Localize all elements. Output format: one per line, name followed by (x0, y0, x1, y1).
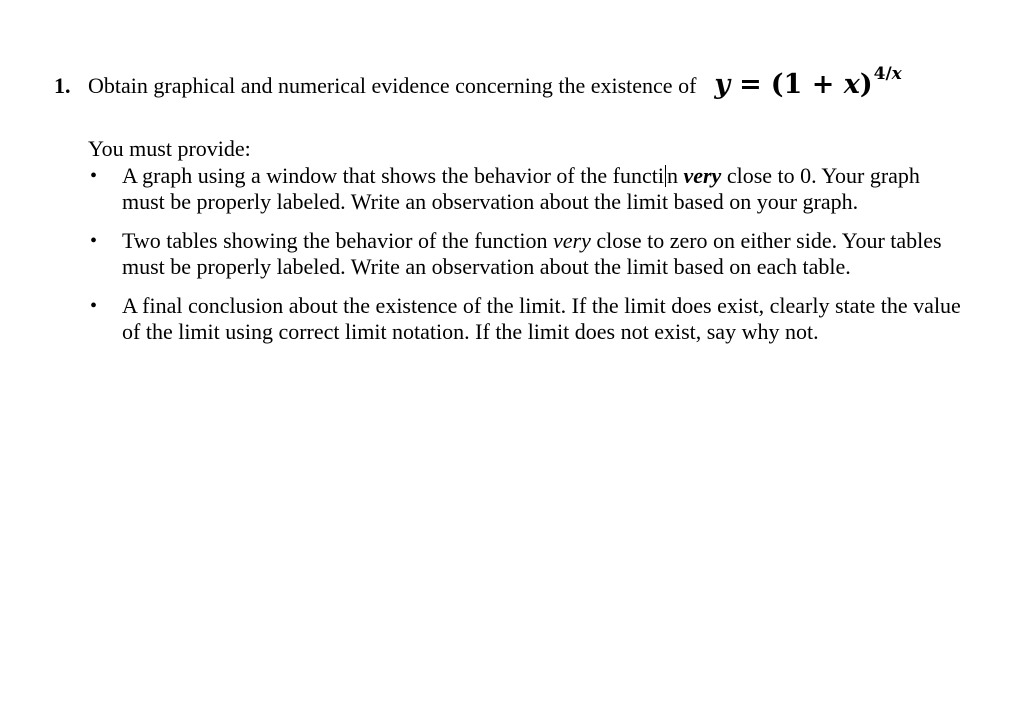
question-prompt: Obtain graphical and numerical evidence concerning the existence of (88, 73, 697, 98)
bullet-icon: • (90, 230, 98, 252)
requirements-heading: You must provide: (88, 136, 251, 161)
formula-exponent-var: x (891, 64, 902, 84)
requirement-tables (88, 228, 968, 280)
formula-var: x (843, 69, 860, 100)
function-formula (714, 64, 902, 103)
bullet-icon: • (90, 165, 98, 187)
requirement-graph-emphasis: very (683, 163, 722, 188)
question-number: 1. (54, 73, 71, 98)
requirement-graph-text-b: n (666, 163, 684, 188)
requirement-graph (88, 163, 968, 215)
question-line (54, 64, 994, 103)
question-1 (54, 64, 994, 103)
requirement-graph-text-a: A graph using a window that shows the behavior of the functi (122, 163, 664, 188)
formula-exponent-num: 4/ (873, 64, 892, 84)
requirement-graph-text-c: close to 0. Your graph must be properly labeled. Write an observation about the limit based on your graph. (122, 163, 920, 214)
text-cursor-icon (665, 165, 666, 187)
requirement-conclusion-text: A final conclusion about the existence of the limit. If the limit does exist, clearly state the value of the limit using correct limit notation. If the limit does not exist, say why not. (122, 293, 961, 344)
formula-exponent (874, 59, 902, 89)
requirement-tables-text-b: close to zero on either side. Your tables must be properly labeled. Write an observation about the limit based on each table. (122, 228, 942, 279)
formula-open: (1 + (770, 69, 844, 100)
bullet-icon: • (90, 295, 98, 317)
requirement-tables-emphasis: very (553, 228, 591, 253)
formula-lhs: y (714, 69, 731, 100)
requirements-list (88, 163, 968, 358)
formula-equals: = (739, 69, 762, 100)
requirement-conclusion (88, 293, 968, 345)
requirement-tables-text-a: Two tables showing the behavior of the function (122, 228, 554, 253)
formula-close: ) (859, 69, 873, 100)
